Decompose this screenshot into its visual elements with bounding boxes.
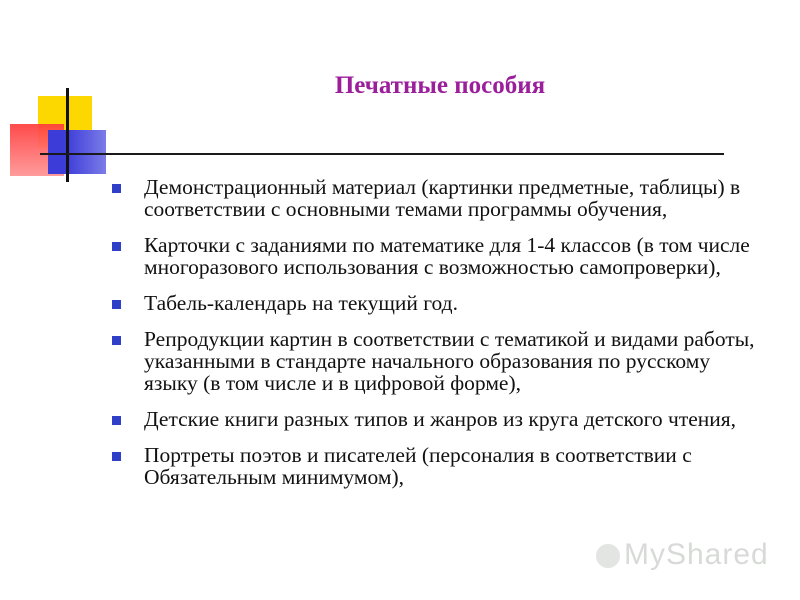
decorative-blue-gradient [48, 130, 106, 174]
bullet-text: Карточки с заданиями по математике для 1-4 классов (в том числе многоразового использования с возможностью самопроверки), [144, 233, 750, 279]
bullet-item-demo-material [112, 176, 762, 220]
bullet-text: Репродукции картин в соответствии с тематикой и видами работы, указанными в стандарте начального образования по русскому языку (в том числе и в цифровой форме), [144, 327, 755, 395]
bullet-item-childrens-books [112, 408, 762, 430]
decorative-vertical-line [66, 88, 69, 182]
watermark-text: MyShared [624, 538, 769, 571]
bullet-item-portraits [112, 444, 762, 488]
bullet-item-math-cards [112, 234, 762, 278]
square-bullet-icon [112, 184, 121, 193]
watermark [596, 538, 769, 572]
square-bullet-icon [112, 336, 121, 345]
bullet-text: Демонстрационный материал (картинки предметные, таблицы) в соответствии с основными темами программы обучения, [144, 175, 741, 221]
watermark-logo-icon [596, 544, 620, 568]
bullet-text: Портреты поэтов и писателей (персоналия в соответствии с Обязательным минимумом), [144, 443, 692, 489]
title-divider-line [40, 153, 724, 155]
square-bullet-icon [112, 416, 121, 425]
square-bullet-icon [112, 452, 121, 461]
bullet-item-reproductions [112, 328, 762, 394]
slide-title: Печатные пособия [334, 72, 546, 99]
bullet-text: Табель-календарь на текущий год. [144, 291, 458, 315]
bullet-item-calendar [112, 292, 762, 314]
square-bullet-icon [112, 300, 121, 309]
bullet-text: Детские книги разных типов и жанров из круга детского чтения, [144, 407, 737, 431]
square-bullet-icon [112, 242, 121, 251]
bullet-list [112, 176, 762, 502]
